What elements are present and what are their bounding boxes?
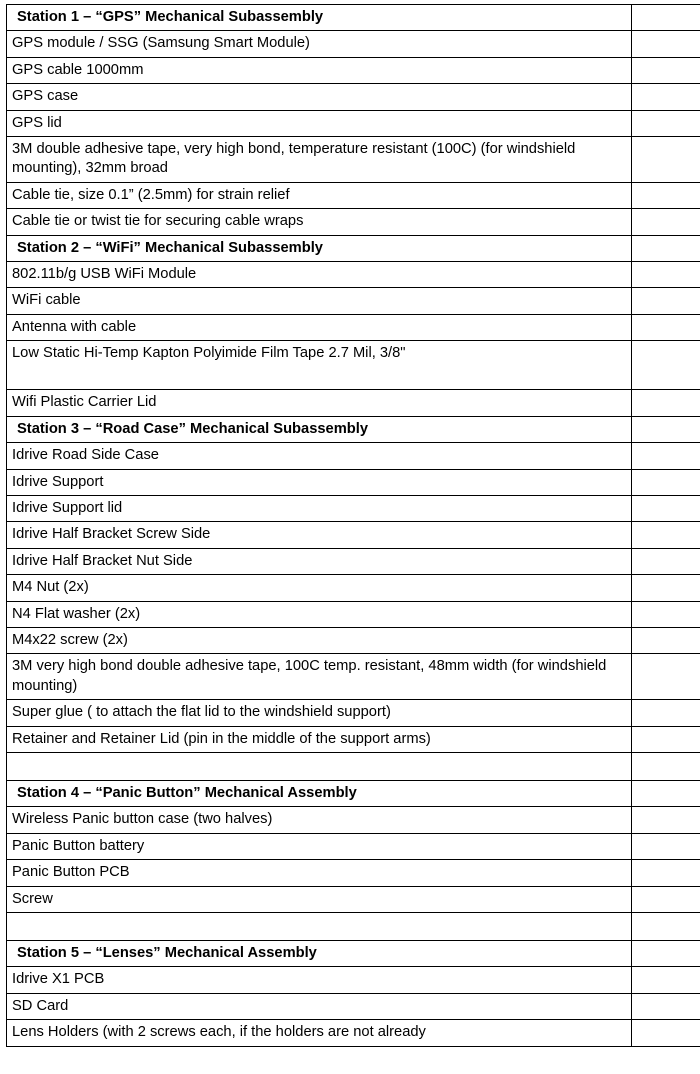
row-qty	[632, 137, 700, 183]
table-row	[7, 548, 700, 574]
row-description: Station 2 – “WiFi” Mechanical Subassembly	[7, 235, 632, 261]
table-row	[7, 807, 700, 833]
row-qty	[632, 341, 700, 390]
row-qty	[632, 726, 700, 752]
table-row	[7, 262, 700, 288]
row-qty	[632, 314, 700, 340]
row-description: Cable tie, size 0.1” (2.5mm) for strain relief	[7, 182, 632, 208]
row-description: Cable tie or twist tie for securing cable wraps	[7, 209, 632, 235]
row-qty	[632, 110, 700, 136]
table-row	[7, 57, 700, 83]
row-description: WiFi cable	[7, 288, 632, 314]
table-row	[7, 1020, 700, 1046]
table-row	[7, 390, 700, 416]
table-row	[7, 235, 700, 261]
row-qty	[632, 627, 700, 653]
row-description: Low Static Hi-Temp Kapton Polyimide Film Tape 2.7 Mil, 3/8"	[7, 341, 632, 390]
table-row	[7, 860, 700, 886]
row-qty	[632, 390, 700, 416]
table-row	[7, 575, 700, 601]
row-description: Idrive Support lid	[7, 495, 632, 521]
row-qty	[632, 886, 700, 912]
row-description: GPS cable 1000mm	[7, 57, 632, 83]
table-row	[7, 967, 700, 993]
row-description: Idrive Half Bracket Screw Side	[7, 522, 632, 548]
row-qty	[632, 235, 700, 261]
row-description: Retainer and Retainer Lid (pin in the middle of the support arms)	[7, 726, 632, 752]
row-qty	[632, 469, 700, 495]
table-row	[7, 780, 700, 806]
table-row	[7, 416, 700, 442]
table-row	[7, 443, 700, 469]
row-qty	[632, 57, 700, 83]
row-description: Wireless Panic button case (two halves)	[7, 807, 632, 833]
table-row	[7, 627, 700, 653]
row-description: Idrive Support	[7, 469, 632, 495]
row-qty	[632, 495, 700, 521]
table-row	[7, 341, 700, 390]
row-qty	[632, 941, 700, 967]
row-qty	[632, 288, 700, 314]
row-description: 3M double adhesive tape, very high bond, temperature resistant (100C) (for windshield mounting), 32mm broad	[7, 137, 632, 183]
table-row	[7, 209, 700, 235]
table-row-spacer	[7, 913, 700, 941]
row-description: M4 Nut (2x)	[7, 575, 632, 601]
row-qty	[632, 209, 700, 235]
row-description: Station 3 – “Road Case” Mechanical Subassembly	[7, 416, 632, 442]
row-description: Idrive X1 PCB	[7, 967, 632, 993]
table-row	[7, 601, 700, 627]
row-qty	[632, 522, 700, 548]
table-row	[7, 495, 700, 521]
table-row	[7, 137, 700, 183]
table-body	[7, 5, 700, 1047]
row-description: Station 5 – “Lenses” Mechanical Assembly	[7, 941, 632, 967]
table-row	[7, 110, 700, 136]
row-qty	[632, 416, 700, 442]
row-qty	[632, 5, 700, 31]
table-row	[7, 941, 700, 967]
row-description: GPS case	[7, 84, 632, 110]
table-row	[7, 833, 700, 859]
row-description: Station 1 – “GPS” Mechanical Subassembly	[7, 5, 632, 31]
table-row	[7, 700, 700, 726]
row-description	[7, 752, 632, 780]
table-row-spacer	[7, 752, 700, 780]
row-qty	[632, 993, 700, 1019]
row-qty	[632, 548, 700, 574]
row-description: 3M very high bond double adhesive tape, 100C temp. resistant, 48mm width (for windshield mounting)	[7, 654, 632, 700]
row-qty	[632, 654, 700, 700]
row-qty	[632, 1020, 700, 1046]
row-qty	[632, 182, 700, 208]
table-row	[7, 654, 700, 700]
row-qty	[632, 780, 700, 806]
row-description: Super glue ( to attach the flat lid to the windshield support)	[7, 700, 632, 726]
row-qty	[632, 967, 700, 993]
row-description: Antenna with cable	[7, 314, 632, 340]
row-description: N4 Flat washer (2x)	[7, 601, 632, 627]
row-qty	[632, 752, 700, 780]
table-row	[7, 993, 700, 1019]
row-description: Station 4 – “Panic Button” Mechanical Assembly	[7, 780, 632, 806]
row-description: Panic Button PCB	[7, 860, 632, 886]
table-row	[7, 5, 700, 31]
row-qty	[632, 807, 700, 833]
row-description: Idrive Half Bracket Nut Side	[7, 548, 632, 574]
row-description: Panic Button battery	[7, 833, 632, 859]
row-qty	[632, 31, 700, 57]
row-qty	[632, 601, 700, 627]
table-row	[7, 84, 700, 110]
table-row	[7, 726, 700, 752]
row-qty	[632, 913, 700, 941]
row-description: Wifi Plastic Carrier Lid	[7, 390, 632, 416]
row-description: SD Card	[7, 993, 632, 1019]
table-row	[7, 886, 700, 912]
table-row	[7, 469, 700, 495]
table-row	[7, 314, 700, 340]
table-row	[7, 31, 700, 57]
row-qty	[632, 860, 700, 886]
row-description: Idrive Road Side Case	[7, 443, 632, 469]
row-description	[7, 913, 632, 941]
row-description: GPS lid	[7, 110, 632, 136]
row-qty	[632, 833, 700, 859]
bill-of-materials-table	[6, 4, 700, 1047]
row-qty	[632, 443, 700, 469]
row-qty	[632, 262, 700, 288]
row-qty	[632, 84, 700, 110]
row-qty	[632, 700, 700, 726]
row-qty	[632, 575, 700, 601]
row-description: M4x22 screw (2x)	[7, 627, 632, 653]
table-row	[7, 288, 700, 314]
row-description: 802.11b/g USB WiFi Module	[7, 262, 632, 288]
row-description: GPS module / SSG (Samsung Smart Module)	[7, 31, 632, 57]
table-row	[7, 522, 700, 548]
table-row	[7, 182, 700, 208]
row-description: Lens Holders (with 2 screws each, if the holders are not already	[7, 1020, 632, 1046]
row-description: Screw	[7, 886, 632, 912]
